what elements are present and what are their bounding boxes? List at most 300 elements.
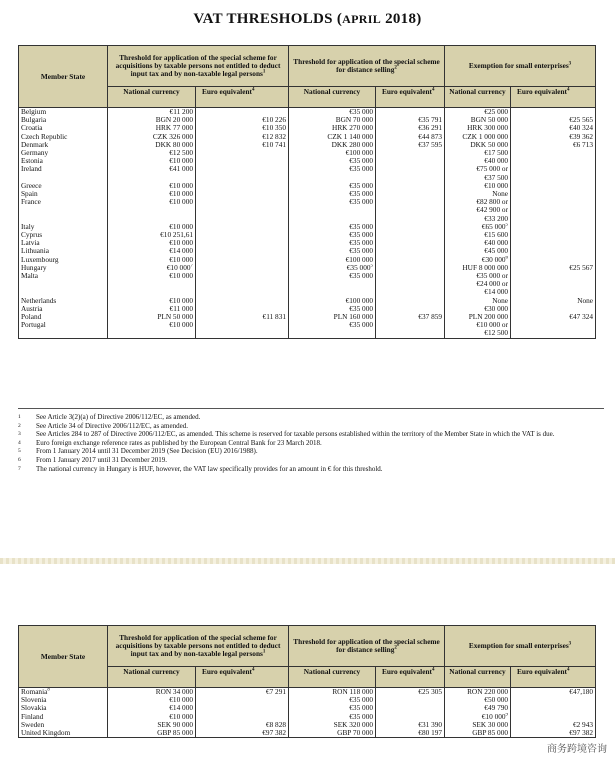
member-state-cell: Belgium bbox=[19, 108, 108, 117]
acquisitions-euro-cell bbox=[196, 239, 289, 247]
table-row bbox=[19, 729, 596, 738]
table-row bbox=[19, 116, 596, 124]
acquisitions-national-cell: HRK 77 000 bbox=[108, 124, 196, 132]
header-national-currency: National currency bbox=[108, 667, 196, 688]
header-acquisitions-threshold: Threshold for application of the special scheme for acquisitions by taxable persons not entitled to deduct input tax and by non-taxable legal persons$^1$ bbox=[108, 46, 289, 87]
header-member-state: Member State bbox=[19, 46, 108, 108]
acquisitions-national-cell: €10 251,61 bbox=[108, 231, 196, 239]
header-national-currency: National currency bbox=[289, 667, 376, 688]
distance-euro-cell bbox=[376, 149, 445, 157]
distance-euro-cell bbox=[376, 157, 445, 165]
distance-national-cell: SEK 320 000 bbox=[289, 721, 376, 729]
member-state-cell: Germany bbox=[19, 149, 108, 157]
footnote-item bbox=[18, 439, 604, 448]
exemption-national-cell: €82 800 or bbox=[445, 198, 511, 206]
footnote-item bbox=[18, 422, 604, 431]
distance-euro-cell bbox=[376, 239, 445, 247]
table-row bbox=[19, 149, 596, 157]
distance-national-cell: €100 000 bbox=[289, 256, 376, 264]
table-row bbox=[19, 272, 596, 280]
page-title: VAT THRESHOLDS (APRIL 2018) bbox=[193, 11, 422, 27]
exemption-euro-cell bbox=[511, 256, 596, 264]
exemption-euro-cell bbox=[511, 198, 596, 206]
distance-national-cell bbox=[289, 215, 376, 223]
acquisitions-national-cell bbox=[108, 206, 196, 214]
member-state-cell: Austria bbox=[19, 305, 108, 313]
exemption-national-cell: RON 220 000 bbox=[445, 688, 511, 697]
distance-euro-cell bbox=[376, 215, 445, 223]
exemption-euro-cell bbox=[511, 704, 596, 712]
footnote-item bbox=[18, 447, 604, 456]
distance-euro-cell bbox=[376, 206, 445, 214]
table-row bbox=[19, 174, 596, 182]
distance-national-cell: BGN 70 000 bbox=[289, 116, 376, 124]
member-state-cell: Luxembourg bbox=[19, 256, 108, 264]
acquisitions-national-cell: €10 000 bbox=[108, 297, 196, 305]
distance-national-cell: GBP 70 000 bbox=[289, 729, 376, 738]
exemption-euro-cell: €25 567 bbox=[511, 264, 596, 272]
distance-euro-cell bbox=[376, 108, 445, 117]
distance-euro-cell bbox=[376, 297, 445, 305]
distance-national-cell: €100 000 bbox=[289, 297, 376, 305]
distance-euro-cell bbox=[376, 288, 445, 296]
acquisitions-national-cell: CZK 326 000 bbox=[108, 133, 196, 141]
distance-national-cell bbox=[289, 329, 376, 338]
member-state-cell: Portugal bbox=[19, 321, 108, 329]
distance-euro-cell bbox=[376, 272, 445, 280]
distance-euro-cell bbox=[376, 165, 445, 173]
distance-national-cell: €35 000 bbox=[289, 321, 376, 329]
acquisitions-euro-cell: €8 828 bbox=[196, 721, 289, 729]
member-state-cell bbox=[19, 288, 108, 296]
distance-national-cell: PLN 160 000 bbox=[289, 313, 376, 321]
table-row bbox=[19, 288, 596, 296]
footnote-text: From 1 January 2017 until 31 December 2019. bbox=[36, 455, 168, 464]
distance-national-cell: €35 000 bbox=[289, 704, 376, 712]
distance-euro-cell: €37 859 bbox=[376, 313, 445, 321]
acquisitions-euro-cell bbox=[196, 329, 289, 338]
member-state-cell: Ireland bbox=[19, 165, 108, 173]
footnote-number: 3 bbox=[18, 431, 21, 438]
distance-national-cell bbox=[289, 288, 376, 296]
exemption-national-cell: €49 790 bbox=[445, 704, 511, 712]
table-row bbox=[19, 721, 596, 729]
acquisitions-national-cell: €41 000 bbox=[108, 165, 196, 173]
member-state-cell: Czech Republic bbox=[19, 133, 108, 141]
table-row bbox=[19, 305, 596, 313]
distance-euro-cell bbox=[376, 280, 445, 288]
exemption-national-cell: €50 000 bbox=[445, 696, 511, 704]
exemption-euro-cell: €40 324 bbox=[511, 124, 596, 132]
acquisitions-euro-cell bbox=[196, 223, 289, 231]
acquisitions-national-cell: €10 000 bbox=[108, 198, 196, 206]
member-state-cell: Malta bbox=[19, 272, 108, 280]
exemption-euro-cell bbox=[511, 157, 596, 165]
acquisitions-euro-cell bbox=[196, 149, 289, 157]
exemption-euro-cell bbox=[511, 231, 596, 239]
exemption-national-cell: €45 000 bbox=[445, 247, 511, 255]
member-state-cell bbox=[19, 329, 108, 338]
vat-thresholds-table bbox=[18, 45, 596, 339]
header-euro-equivalent: Euro equivalent$^4$ bbox=[376, 667, 445, 688]
table-row bbox=[19, 329, 596, 338]
header-national-currency: National currency bbox=[108, 87, 196, 108]
distance-euro-cell bbox=[376, 223, 445, 231]
table-row bbox=[19, 321, 596, 329]
distance-euro-cell bbox=[376, 321, 445, 329]
exemption-euro-cell: €47 324 bbox=[511, 313, 596, 321]
distance-national-cell: €35 000 bbox=[289, 198, 376, 206]
member-state-cell: Lithuania bbox=[19, 247, 108, 255]
acquisitions-national-cell bbox=[108, 215, 196, 223]
acquisitions-national-cell: BGN 20 000 bbox=[108, 116, 196, 124]
footnote-number: 7 bbox=[18, 465, 21, 472]
acquisitions-euro-cell bbox=[196, 157, 289, 165]
footnote-number: 5 bbox=[18, 448, 21, 455]
acquisitions-euro-cell bbox=[196, 198, 289, 206]
exemption-national-cell: GBP 85 000 bbox=[445, 729, 511, 738]
footnote-item bbox=[18, 430, 604, 439]
distance-national-cell: €35 000 bbox=[289, 165, 376, 173]
footnote-number: 6 bbox=[18, 456, 21, 463]
acquisitions-national-cell: €11 200 bbox=[108, 108, 196, 117]
footnote-item bbox=[18, 413, 604, 422]
exemption-euro-cell bbox=[511, 280, 596, 288]
exemption-national-cell: €75 000 or bbox=[445, 165, 511, 173]
acquisitions-euro-cell bbox=[196, 264, 289, 272]
acquisitions-national-cell: €12 500 bbox=[108, 149, 196, 157]
exemption-euro-cell bbox=[511, 165, 596, 173]
distance-national-cell: €35 000 bbox=[289, 247, 376, 255]
exemption-euro-cell bbox=[511, 329, 596, 338]
member-state-cell: Estonia bbox=[19, 157, 108, 165]
footnotes bbox=[18, 408, 604, 473]
header-euro-equivalent: Euro equivalent$^4$ bbox=[376, 87, 445, 108]
member-state-cell: Slovenia bbox=[19, 696, 108, 704]
exemption-national-cell: HUF 8 000 000 bbox=[445, 264, 511, 272]
acquisitions-national-cell: €10 000 bbox=[108, 272, 196, 280]
distance-euro-cell: €31 390 bbox=[376, 721, 445, 729]
footnote-text: Euro foreign exchange reference rates as published by the European Central Bank for 23 March 2018. bbox=[36, 438, 322, 447]
header-acquisitions-threshold: Threshold for application of the special scheme for acquisitions by taxable persons not entitled to deduct input tax and by non-taxable legal persons$^1$ bbox=[108, 626, 289, 667]
distance-euro-cell bbox=[376, 704, 445, 712]
exemption-euro-cell bbox=[511, 215, 596, 223]
acquisitions-national-cell: RON 34 000 bbox=[108, 688, 196, 697]
distance-national-cell: €35 000 bbox=[289, 231, 376, 239]
distance-national-cell: €35 000 bbox=[289, 696, 376, 704]
acquisitions-national-cell bbox=[108, 280, 196, 288]
acquisitions-euro-cell bbox=[196, 165, 289, 173]
acquisitions-euro-cell bbox=[196, 256, 289, 264]
footnote-item bbox=[18, 465, 604, 474]
member-state-cell: Spain bbox=[19, 190, 108, 198]
distance-euro-cell bbox=[376, 305, 445, 313]
acquisitions-euro-cell bbox=[196, 108, 289, 117]
exemption-national-cell: €12 500 bbox=[445, 329, 511, 338]
exemption-euro-cell bbox=[511, 108, 596, 117]
header-euro-equivalent: Euro equivalent$^4$ bbox=[196, 87, 289, 108]
distance-national-cell: €35 000 bbox=[289, 239, 376, 247]
table-row bbox=[19, 264, 596, 272]
table-row bbox=[19, 688, 596, 697]
distance-national-cell: €35 $000^5$ bbox=[289, 264, 376, 272]
acquisitions-national-cell: €10 000 bbox=[108, 321, 196, 329]
exemption-euro-cell bbox=[511, 239, 596, 247]
distance-euro-cell: €80 197 bbox=[376, 729, 445, 738]
distance-euro-cell: €36 291 bbox=[376, 124, 445, 132]
exemption-national-cell: €42 900 or bbox=[445, 206, 511, 214]
member-state-cell: Latvia bbox=[19, 239, 108, 247]
table-row bbox=[19, 141, 596, 149]
header-member-state: Member State bbox=[19, 626, 108, 688]
acquisitions-euro-cell: €10 741 bbox=[196, 141, 289, 149]
exemption-national-cell: €65 $000^5$ bbox=[445, 223, 511, 231]
exemption-national-cell: None bbox=[445, 190, 511, 198]
header-small-enterprises: Exemption for small enterprises$^3$ bbox=[445, 46, 596, 87]
distance-national-cell: €35 000 bbox=[289, 157, 376, 165]
acquisitions-national-cell: €10 000 bbox=[108, 190, 196, 198]
acquisitions-national-cell: €10 000 bbox=[108, 157, 196, 165]
distance-euro-cell bbox=[376, 256, 445, 264]
acquisitions-euro-cell bbox=[196, 174, 289, 182]
acquisitions-euro-cell bbox=[196, 704, 289, 712]
exemption-national-cell: €10 000 or bbox=[445, 321, 511, 329]
distance-euro-cell bbox=[376, 696, 445, 704]
distance-national-cell: €35 000 bbox=[289, 223, 376, 231]
exemption-euro-cell bbox=[511, 272, 596, 280]
acquisitions-national-cell: €10 000 bbox=[108, 223, 196, 231]
header-euro-equivalent: Euro equivalent$^4$ bbox=[511, 667, 596, 688]
exemption-euro-cell: €97 382 bbox=[511, 729, 596, 738]
acquisitions-national-cell bbox=[108, 329, 196, 338]
distance-euro-cell: €44 873 bbox=[376, 133, 445, 141]
header-national-currency: National currency bbox=[445, 87, 511, 108]
table-row bbox=[19, 198, 596, 206]
exemption-euro-cell: None bbox=[511, 297, 596, 305]
exemption-national-cell: €24 000 or bbox=[445, 280, 511, 288]
exemption-euro-cell: €6 713 bbox=[511, 141, 596, 149]
exemption-national-cell: €35 000 or bbox=[445, 272, 511, 280]
member-state-cell bbox=[19, 280, 108, 288]
exemption-national-cell: €33 200 bbox=[445, 215, 511, 223]
acquisitions-euro-cell: €11 831 bbox=[196, 313, 289, 321]
acquisitions-national-cell: €10 000 bbox=[108, 696, 196, 704]
acquisitions-euro-cell bbox=[196, 297, 289, 305]
member-state-cell bbox=[19, 215, 108, 223]
acquisitions-national-cell: €10 000 bbox=[108, 713, 196, 721]
exemption-national-cell: CZK 1 000 000 bbox=[445, 133, 511, 141]
table-row bbox=[19, 182, 596, 190]
header-small-enterprises: Exemption for small enterprises$^3$ bbox=[445, 626, 596, 667]
footnote-number: 1 bbox=[18, 414, 21, 420]
acquisitions-euro-cell bbox=[196, 215, 289, 223]
footnote-text: See Article 3(2)(a) of Directive 2006/112/EC, as amended. bbox=[36, 413, 201, 421]
distance-euro-cell bbox=[376, 231, 445, 239]
acquisitions-national-cell: GBP 85 000 bbox=[108, 729, 196, 738]
table-row bbox=[19, 223, 596, 231]
exemption-national-cell: €25 000 bbox=[445, 108, 511, 117]
member-state-cell bbox=[19, 206, 108, 214]
header-distance-selling: Threshold for application of the special scheme for distance selling$^2$ bbox=[289, 46, 445, 87]
distance-euro-cell bbox=[376, 264, 445, 272]
table-row bbox=[19, 256, 596, 264]
header-distance-selling: Threshold for application of the special scheme for distance selling$^2$ bbox=[289, 626, 445, 667]
acquisitions-euro-cell bbox=[196, 305, 289, 313]
acquisitions-national-cell: SEK 90 000 bbox=[108, 721, 196, 729]
table-row bbox=[19, 165, 596, 173]
distance-euro-cell bbox=[376, 182, 445, 190]
distance-euro-cell: €25 305 bbox=[376, 688, 445, 697]
exemption-national-cell: €40 000 bbox=[445, 157, 511, 165]
member-state-cell: Romania$^8$ bbox=[19, 688, 108, 697]
exemption-euro-cell bbox=[511, 305, 596, 313]
acquisitions-euro-cell bbox=[196, 321, 289, 329]
acquisitions-national-cell: PLN 50 000 bbox=[108, 313, 196, 321]
distance-national-cell bbox=[289, 280, 376, 288]
acquisitions-euro-cell: €12 832 bbox=[196, 133, 289, 141]
exemption-national-cell: PLN 200 000 bbox=[445, 313, 511, 321]
member-state-cell: France bbox=[19, 198, 108, 206]
exemption-euro-cell bbox=[511, 247, 596, 255]
footnote-text: See Article 34 of Directive 2006/112/EC, as amended. bbox=[36, 421, 188, 430]
distance-euro-cell: €35 791 bbox=[376, 116, 445, 124]
header-national-currency: National currency bbox=[289, 87, 376, 108]
distance-euro-cell bbox=[376, 198, 445, 206]
distance-national-cell: €35 000 bbox=[289, 305, 376, 313]
distance-national-cell: CZK 1 140 000 bbox=[289, 133, 376, 141]
acquisitions-euro-cell bbox=[196, 231, 289, 239]
member-state-cell bbox=[19, 174, 108, 182]
vat-thresholds-table-continued bbox=[18, 625, 596, 738]
acquisitions-euro-cell bbox=[196, 288, 289, 296]
acquisitions-euro-cell bbox=[196, 696, 289, 704]
distance-national-cell bbox=[289, 206, 376, 214]
table-row bbox=[19, 206, 596, 214]
distance-national-cell: HRK 270 000 bbox=[289, 124, 376, 132]
acquisitions-euro-cell bbox=[196, 182, 289, 190]
distance-euro-cell bbox=[376, 247, 445, 255]
table-row bbox=[19, 133, 596, 141]
exemption-euro-cell: €39 362 bbox=[511, 133, 596, 141]
distance-euro-cell bbox=[376, 190, 445, 198]
table-row bbox=[19, 704, 596, 712]
exemption-national-cell: €10 $000^9$ bbox=[445, 713, 511, 721]
member-state-cell: Slovakia bbox=[19, 704, 108, 712]
acquisitions-national-cell: DKK 80 000 bbox=[108, 141, 196, 149]
footnote-item bbox=[18, 456, 604, 465]
table-row bbox=[19, 124, 596, 132]
acquisitions-national-cell: €10 000 bbox=[108, 239, 196, 247]
acquisitions-national-cell bbox=[108, 288, 196, 296]
footnote-text: See Articles 284 to 287 of Directive 2006/112/EC, as amended. This scheme is reserved for taxable persons established within the territory of the Member State in which the VAT is due. bbox=[36, 430, 555, 439]
table-row bbox=[19, 280, 596, 288]
member-state-cell: United Kingdom bbox=[19, 729, 108, 738]
table-row bbox=[19, 157, 596, 165]
acquisitions-national-cell: €10 000 bbox=[108, 182, 196, 190]
exemption-national-cell: None bbox=[445, 297, 511, 305]
distance-national-cell: €35 000 bbox=[289, 108, 376, 117]
exemption-euro-cell bbox=[511, 149, 596, 157]
table-row bbox=[19, 239, 596, 247]
acquisitions-national-cell: €10 000 bbox=[108, 256, 196, 264]
acquisitions-euro-cell bbox=[196, 247, 289, 255]
exemption-national-cell: €40 000 bbox=[445, 239, 511, 247]
member-state-cell: Netherlands bbox=[19, 297, 108, 305]
exemption-national-cell: €10 000 bbox=[445, 182, 511, 190]
acquisitions-national-cell bbox=[108, 174, 196, 182]
exemption-national-cell: €14 000 bbox=[445, 288, 511, 296]
exemption-euro-cell bbox=[511, 206, 596, 214]
footnote-text: The national currency in Hungary is HUF, however, the VAT law specifically provides for an amount in € for this threshold. bbox=[36, 464, 383, 473]
exemption-euro-cell bbox=[511, 174, 596, 182]
exemption-euro-cell bbox=[511, 713, 596, 721]
distance-euro-cell bbox=[376, 329, 445, 338]
acquisitions-euro-cell: €10 226 bbox=[196, 116, 289, 124]
table-row bbox=[19, 215, 596, 223]
member-state-cell: Greece bbox=[19, 182, 108, 190]
footnote-number: 4 bbox=[18, 439, 21, 446]
member-state-cell: Sweden bbox=[19, 721, 108, 729]
member-state-cell: Bulgaria bbox=[19, 116, 108, 124]
acquisitions-euro-cell bbox=[196, 280, 289, 288]
distance-euro-cell bbox=[376, 713, 445, 721]
exemption-national-cell: HRK 300 000 bbox=[445, 124, 511, 132]
exemption-euro-cell bbox=[511, 190, 596, 198]
member-state-cell: Croatia bbox=[19, 124, 108, 132]
exemption-national-cell: €17 500 bbox=[445, 149, 511, 157]
distance-national-cell: DKK 280 000 bbox=[289, 141, 376, 149]
distance-national-cell: €35 000 bbox=[289, 190, 376, 198]
exemption-national-cell: BGN 50 000 bbox=[445, 116, 511, 124]
distance-euro-cell: €37 595 bbox=[376, 141, 445, 149]
table-row bbox=[19, 108, 596, 117]
exemption-national-cell: SEK 30 000 bbox=[445, 721, 511, 729]
acquisitions-euro-cell bbox=[196, 190, 289, 198]
exemption-euro-cell bbox=[511, 288, 596, 296]
distance-national-cell: €100 000 bbox=[289, 149, 376, 157]
acquisitions-euro-cell bbox=[196, 713, 289, 721]
distance-national-cell: €35 000 bbox=[289, 182, 376, 190]
distance-national-cell: €35 000 bbox=[289, 713, 376, 721]
distance-national-cell: RON 118 000 bbox=[289, 688, 376, 697]
member-state-cell: Finland bbox=[19, 713, 108, 721]
distance-euro-cell bbox=[376, 174, 445, 182]
member-state-cell: Cyprus bbox=[19, 231, 108, 239]
acquisitions-national-cell: €14 000 bbox=[108, 247, 196, 255]
distance-national-cell: €35 000 bbox=[289, 272, 376, 280]
exemption-euro-cell bbox=[511, 223, 596, 231]
distance-national-cell bbox=[289, 174, 376, 182]
page-separator bbox=[0, 558, 615, 564]
member-state-cell: Hungary bbox=[19, 264, 108, 272]
acquisitions-euro-cell: €7 291 bbox=[196, 688, 289, 697]
exemption-euro-cell bbox=[511, 182, 596, 190]
exemption-euro-cell: €2 943 bbox=[511, 721, 596, 729]
member-state-cell: Italy bbox=[19, 223, 108, 231]
acquisitions-euro-cell bbox=[196, 206, 289, 214]
table-row bbox=[19, 297, 596, 305]
exemption-euro-cell bbox=[511, 321, 596, 329]
member-state-cell: Denmark bbox=[19, 141, 108, 149]
table-row bbox=[19, 247, 596, 255]
member-state-cell: Poland bbox=[19, 313, 108, 321]
exemption-national-cell: €15 600 bbox=[445, 231, 511, 239]
header-national-currency: National currency bbox=[445, 667, 511, 688]
exemption-euro-cell: €25 565 bbox=[511, 116, 596, 124]
table-row bbox=[19, 696, 596, 704]
acquisitions-national-cell: €11 000 bbox=[108, 305, 196, 313]
acquisitions-national-cell: €10 $000^7$ bbox=[108, 264, 196, 272]
